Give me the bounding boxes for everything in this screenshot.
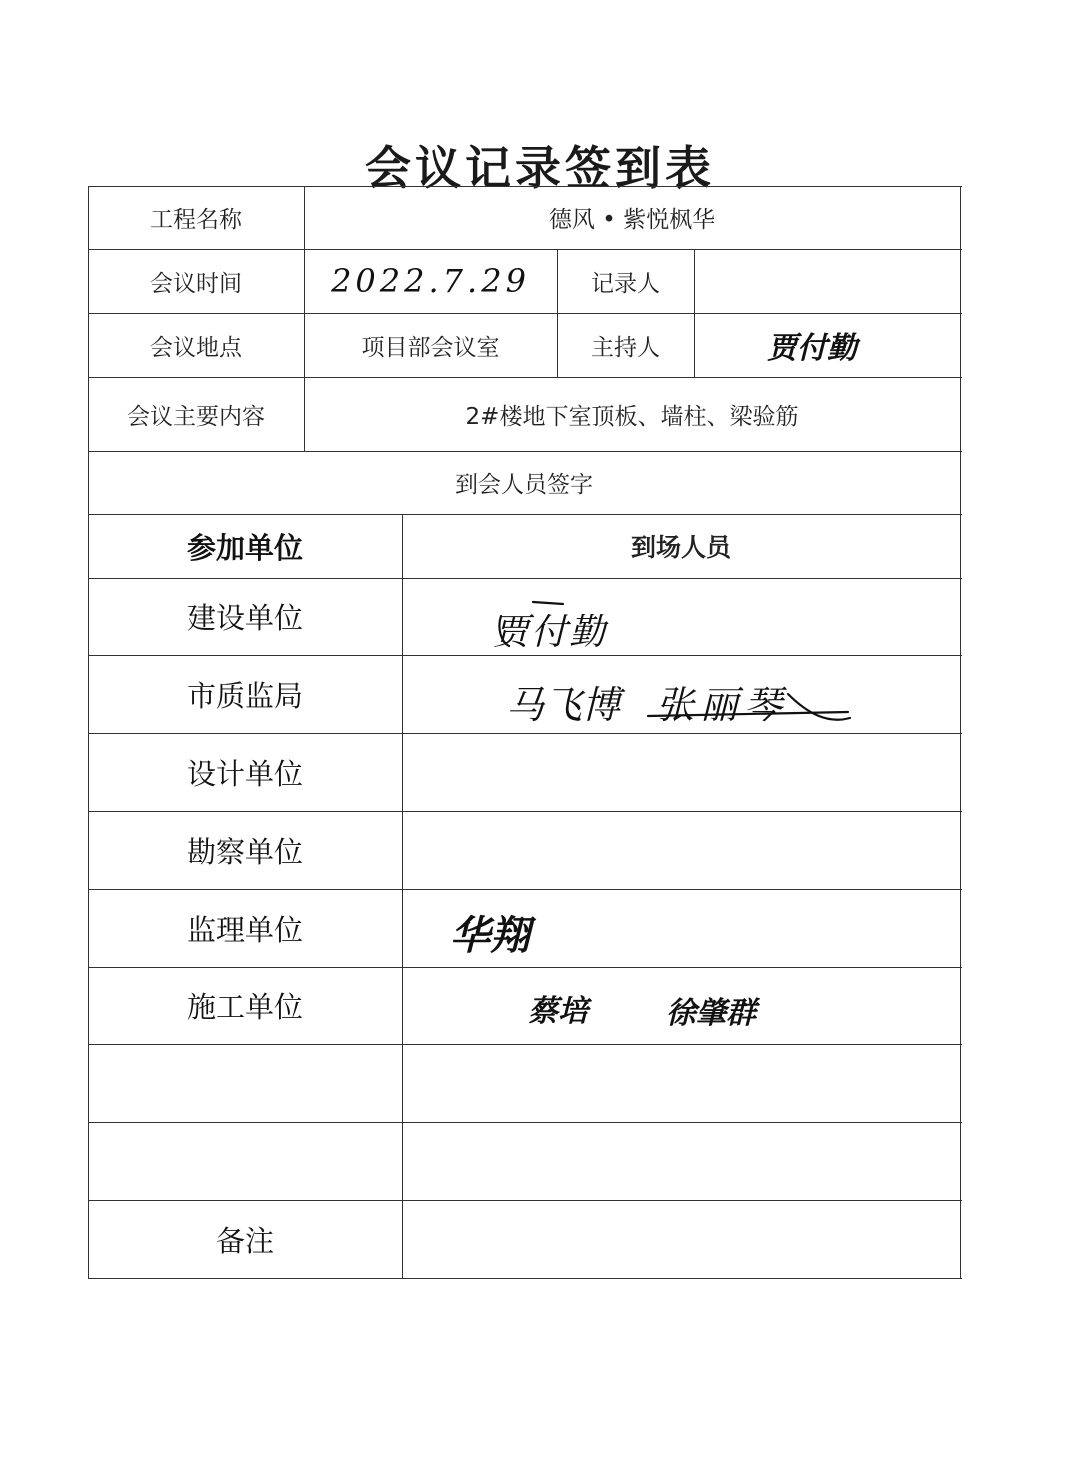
unit-label: 设计单位 xyxy=(186,756,303,791)
recorder-label: 记录人 xyxy=(591,270,660,297)
unit-label xyxy=(88,1122,402,1200)
unit-label: 建设单位 xyxy=(186,601,303,635)
signature-contractor-2: 徐肇群 xyxy=(666,996,756,1031)
col-people-header: 到场人员 xyxy=(630,533,731,562)
content-label: 会议主要内容 xyxy=(127,403,265,430)
remarks-value xyxy=(402,1200,960,1278)
unit-label: 市质监局 xyxy=(186,678,303,713)
page-title: 会议记录签到表 xyxy=(365,141,715,195)
signature-contractor-1: 蔡培 xyxy=(528,994,588,1029)
rule xyxy=(88,1278,962,1279)
col-unit-header: 参加单位 xyxy=(186,530,303,565)
sign-in-form xyxy=(88,186,962,1280)
host-label: 主持人 xyxy=(591,334,660,361)
unit-label: 勘察单位 xyxy=(186,834,303,869)
rule xyxy=(960,186,961,1279)
signature-quality-bureau-1: 马飞博 xyxy=(506,683,621,727)
rule xyxy=(402,514,403,1278)
signature-flourish xyxy=(493,594,673,664)
host-signature-cell xyxy=(694,313,960,377)
host-signature: 贾付勤 xyxy=(767,331,857,366)
meeting-time-value: 2022.7.29 xyxy=(331,262,530,300)
unit-label: 施工单位 xyxy=(186,990,303,1024)
remarks-label: 备注 xyxy=(215,1223,274,1258)
content-value: 2#楼地下室顶板、墙柱、梁验筋 xyxy=(465,403,799,430)
meeting-place-label: 会议地点 xyxy=(150,334,242,361)
signature-flourish xyxy=(638,674,858,754)
meeting-time-cell xyxy=(304,249,557,313)
attendance-section-title: 到会人员签字 xyxy=(455,472,593,498)
project-name-value: 德风 • 紫悦枫华 xyxy=(548,207,716,233)
recorder-value xyxy=(694,249,960,313)
signature-construction-unit: 贾付勤 xyxy=(493,612,608,653)
signature-supervision-unit: 华翔 xyxy=(450,912,530,959)
unit-label: 监理单位 xyxy=(186,912,303,947)
project-name-label: 工程名称 xyxy=(150,207,242,233)
unit-label xyxy=(88,1044,402,1122)
meeting-time-label: 会议时间 xyxy=(150,270,242,297)
signature-quality-bureau-2: 张丽琴 xyxy=(656,683,789,727)
meeting-place-value: 项目部会议室 xyxy=(361,334,500,361)
